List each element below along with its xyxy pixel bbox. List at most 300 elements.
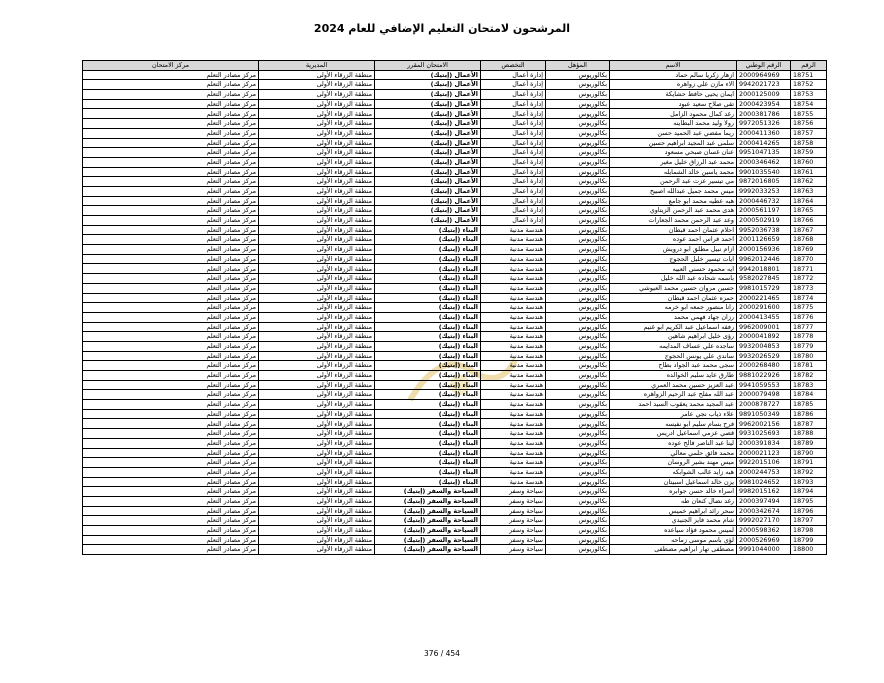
cell-name: هدى محمد عبد الرحمن الزيتاوي bbox=[610, 206, 737, 216]
cell-qualification: بكالوريوس bbox=[546, 380, 610, 390]
cell-num: 18782 bbox=[791, 371, 827, 381]
cell-exam: البناء (إبتيك) bbox=[375, 322, 481, 332]
cell-exam: البناء (إبتيك) bbox=[375, 254, 481, 264]
cell-directorate: منطقة الزرقاء الأولى bbox=[259, 80, 375, 90]
cell-center: مركز مصادر التعلم bbox=[83, 535, 259, 545]
table-row bbox=[83, 99, 827, 109]
cell-name: لميس محمود فؤاد سياعده bbox=[610, 526, 737, 536]
table-row bbox=[83, 167, 827, 177]
cell-specialization: هندسة مدنية bbox=[481, 322, 546, 332]
cell-directorate: منطقة الزرقاء الأولى bbox=[259, 409, 375, 419]
cell-exam: السياحة والسفر (إبتيك) bbox=[375, 535, 481, 545]
cell-center: مركز مصادر التعلم bbox=[83, 235, 259, 245]
cell-exam: البناء (إبتيك) bbox=[375, 283, 481, 293]
cell-qualification: بكالوريوس bbox=[546, 264, 610, 274]
table-row bbox=[83, 516, 827, 526]
cell-name: وعد عبد الرحمن محمد الجعارات bbox=[610, 216, 737, 226]
cell-exam: الأعمال (إبتيك) bbox=[375, 196, 481, 206]
cell-center: مركز مصادر التعلم bbox=[83, 438, 259, 448]
cell-qualification: بكالوريوس bbox=[546, 128, 610, 138]
cell-directorate: منطقة الزرقاء الأولى bbox=[259, 90, 375, 100]
table-row bbox=[83, 206, 827, 216]
table-row bbox=[83, 438, 827, 448]
cell-center: مركز مصادر التعلم bbox=[83, 516, 259, 526]
cell-name: محمد عبد الرزاق خليل مغير bbox=[610, 157, 737, 167]
cell-name: رفقه اسماعيل عبد الكريم ابو غنيم bbox=[610, 322, 737, 332]
cell-specialization: هندسة مدنية bbox=[481, 274, 546, 284]
cell-directorate: منطقة الزرقاء الأولى bbox=[259, 322, 375, 332]
cell-specialization: سياحة وسفر bbox=[481, 545, 546, 555]
cell-national-id: 2000598362 bbox=[737, 526, 791, 536]
cell-exam: البناء (إبتيك) bbox=[375, 341, 481, 351]
cell-name: محمد فائق حلمي معالي bbox=[610, 448, 737, 458]
cell-qualification: بكالوريوس bbox=[546, 177, 610, 187]
cell-national-id: 9992027170 bbox=[737, 516, 791, 526]
cell-num: 18767 bbox=[791, 225, 827, 235]
cell-qualification: بكالوريوس bbox=[546, 429, 610, 439]
cell-qualification: بكالوريوس bbox=[546, 293, 610, 303]
cell-name: ساجده علي عساف المدايمه bbox=[610, 341, 737, 351]
cell-center: مركز مصادر التعلم bbox=[83, 70, 259, 80]
cell-name: رؤى خليل ابراهيم شاهين bbox=[610, 332, 737, 342]
cell-directorate: منطقة الزرقاء الأولى bbox=[259, 283, 375, 293]
cell-num: 18756 bbox=[791, 119, 827, 129]
cell-specialization: إدارة أعمال bbox=[481, 128, 546, 138]
cell-center: مركز مصادر التعلم bbox=[83, 312, 259, 322]
cell-center: مركز مصادر التعلم bbox=[83, 341, 259, 351]
table-row bbox=[83, 274, 827, 284]
cell-exam: الأعمال (إبتيك) bbox=[375, 109, 481, 119]
cell-national-id: 9991044000 bbox=[737, 545, 791, 555]
cell-qualification: بكالوريوس bbox=[546, 448, 610, 458]
cell-specialization: إدارة أعمال bbox=[481, 90, 546, 100]
cell-national-id: 2000964969 bbox=[737, 70, 791, 80]
cell-directorate: منطقة الزرقاء الأولى bbox=[259, 545, 375, 555]
cell-center: مركز مصادر التعلم bbox=[83, 128, 259, 138]
cell-national-id: 2000346462 bbox=[737, 157, 791, 167]
cell-national-id: 9931025693 bbox=[737, 429, 791, 439]
cell-center: مركز مصادر التعلم bbox=[83, 526, 259, 536]
cell-num: 18773 bbox=[791, 283, 827, 293]
table-row bbox=[83, 545, 827, 555]
cell-center: مركز مصادر التعلم bbox=[83, 380, 259, 390]
cell-specialization: هندسة مدنية bbox=[481, 409, 546, 419]
table-row bbox=[83, 138, 827, 148]
cell-qualification: بكالوريوس bbox=[546, 409, 610, 419]
cell-specialization: سياحة وسفر bbox=[481, 506, 546, 516]
cell-exam: السياحة والسفر (إبتيك) bbox=[375, 506, 481, 516]
cell-directorate: منطقة الزرقاء الأولى bbox=[259, 225, 375, 235]
cell-specialization: هندسة مدنية bbox=[481, 458, 546, 468]
table-row bbox=[83, 90, 827, 100]
table-row bbox=[83, 264, 827, 274]
cell-name: ميس محمد جميل عبدالله اصبيح bbox=[610, 186, 737, 196]
cell-qualification: بكالوريوس bbox=[546, 361, 610, 371]
cell-specialization: إدارة أعمال bbox=[481, 148, 546, 158]
cell-exam: الأعمال (إبتيك) bbox=[375, 138, 481, 148]
cell-name: رغد كمال محمود الزامل bbox=[610, 109, 737, 119]
cell-national-id: 2000414265 bbox=[737, 138, 791, 148]
cell-national-id: 2000244753 bbox=[737, 467, 791, 477]
cell-qualification: بكالوريوس bbox=[546, 254, 610, 264]
cell-center: مركز مصادر التعلم bbox=[83, 274, 259, 284]
cell-center: مركز مصادر التعلم bbox=[83, 80, 259, 90]
cell-center: مركز مصادر التعلم bbox=[83, 332, 259, 342]
cell-national-id: 9922015106 bbox=[737, 458, 791, 468]
cell-qualification: بكالوريوس bbox=[546, 496, 610, 506]
table-row bbox=[83, 361, 827, 371]
cell-center: مركز مصادر التعلم bbox=[83, 400, 259, 410]
cell-name: احلام عثمان احمد قبطان bbox=[610, 225, 737, 235]
cell-specialization: هندسة مدنية bbox=[481, 254, 546, 264]
cell-num: 18759 bbox=[791, 148, 827, 158]
cell-directorate: منطقة الزرقاء الأولى bbox=[259, 254, 375, 264]
cell-num: 18797 bbox=[791, 516, 827, 526]
table-row bbox=[83, 458, 827, 468]
cell-exam: البناء (إبتيك) bbox=[375, 419, 481, 429]
cell-qualification: بكالوريوس bbox=[546, 332, 610, 342]
cell-name: لينا عبد الناصر فالح عوده bbox=[610, 438, 737, 448]
cell-num: 18771 bbox=[791, 264, 827, 274]
cell-exam: البناء (إبتيك) bbox=[375, 438, 481, 448]
cell-num: 18755 bbox=[791, 109, 827, 119]
cell-exam: البناء (إبتيك) bbox=[375, 467, 481, 477]
cell-name: احمد فراس احمد عوده bbox=[610, 235, 737, 245]
cell-qualification: بكالوريوس bbox=[546, 303, 610, 313]
cell-num: 18794 bbox=[791, 487, 827, 497]
header-directorate: المديرية bbox=[259, 61, 375, 71]
cell-center: مركز مصادر التعلم bbox=[83, 254, 259, 264]
cell-num: 18775 bbox=[791, 303, 827, 313]
cell-num: 18784 bbox=[791, 390, 827, 400]
cell-center: مركز مصادر التعلم bbox=[83, 264, 259, 274]
cell-specialization: إدارة أعمال bbox=[481, 186, 546, 196]
cell-specialization: هندسة مدنية bbox=[481, 341, 546, 351]
table-row bbox=[83, 119, 827, 129]
cell-directorate: منطقة الزرقاء الأولى bbox=[259, 119, 375, 129]
cell-specialization: هندسة مدنية bbox=[481, 332, 546, 342]
cell-exam: البناء (إبتيك) bbox=[375, 293, 481, 303]
cell-directorate: منطقة الزرقاء الأولى bbox=[259, 496, 375, 506]
table-row bbox=[83, 186, 827, 196]
cell-num: 18789 bbox=[791, 438, 827, 448]
cell-national-id: 2000411360 bbox=[737, 128, 791, 138]
cell-exam: البناء (إبتيك) bbox=[375, 264, 481, 274]
cell-center: مركز مصادر التعلم bbox=[83, 293, 259, 303]
cell-national-id: 9982015162 bbox=[737, 487, 791, 497]
cell-exam: الأعمال (إبتيك) bbox=[375, 128, 481, 138]
cell-specialization: سياحة وسفر bbox=[481, 487, 546, 497]
cell-qualification: بكالوريوس bbox=[546, 167, 610, 177]
header-national-id: الرقم الوطني bbox=[737, 61, 791, 71]
cell-specialization: هندسة مدنية bbox=[481, 283, 546, 293]
cell-specialization: هندسة مدنية bbox=[481, 235, 546, 245]
cell-exam: البناء (إبتيك) bbox=[375, 477, 481, 487]
cell-directorate: منطقة الزرقاء الأولى bbox=[259, 138, 375, 148]
table-row bbox=[83, 70, 827, 80]
cell-national-id: 9981015729 bbox=[737, 283, 791, 293]
cell-num: 18758 bbox=[791, 138, 827, 148]
cell-qualification: بكالوريوس bbox=[546, 283, 610, 293]
cell-national-id: 2000502919 bbox=[737, 216, 791, 226]
cell-qualification: بكالوريوس bbox=[546, 109, 610, 119]
cell-directorate: منطقة الزرقاء الأولى bbox=[259, 274, 375, 284]
cell-directorate: منطقة الزرقاء الأولى bbox=[259, 477, 375, 487]
cell-name: رانا منصور جمعه ابو خرمه bbox=[610, 303, 737, 313]
cell-national-id: 2000561197 bbox=[737, 206, 791, 216]
cell-specialization: هندسة مدنية bbox=[481, 312, 546, 322]
cell-directorate: منطقة الزرقاء الأولى bbox=[259, 390, 375, 400]
cell-qualification: بكالوريوس bbox=[546, 526, 610, 536]
cell-num: 18772 bbox=[791, 274, 827, 284]
cell-name: يزن خالد اسماعيل اسبيتان bbox=[610, 477, 737, 487]
table-row bbox=[83, 341, 827, 351]
cell-national-id: 9891050349 bbox=[737, 409, 791, 419]
cell-qualification: بكالوريوس bbox=[546, 274, 610, 284]
cell-exam: الأعمال (إبتيك) bbox=[375, 206, 481, 216]
cell-qualification: بكالوريوس bbox=[546, 390, 610, 400]
cell-specialization: سياحة وسفر bbox=[481, 516, 546, 526]
cell-num: 18774 bbox=[791, 293, 827, 303]
table-header-row bbox=[83, 61, 827, 71]
cell-exam: البناء (إبتيك) bbox=[375, 380, 481, 390]
table-row bbox=[83, 429, 827, 439]
cell-specialization: هندسة مدنية bbox=[481, 225, 546, 235]
cell-national-id: 2000021123 bbox=[737, 448, 791, 458]
cell-national-id: 2000397494 bbox=[737, 496, 791, 506]
table-row bbox=[83, 448, 827, 458]
table-row bbox=[83, 390, 827, 400]
cell-exam: الأعمال (إبتيك) bbox=[375, 148, 481, 158]
cell-exam: البناء (إبتيك) bbox=[375, 448, 481, 458]
table-row bbox=[83, 332, 827, 342]
cell-directorate: منطقة الزرقاء الأولى bbox=[259, 526, 375, 536]
cell-national-id: 2000268480 bbox=[737, 361, 791, 371]
cell-qualification: بكالوريوس bbox=[546, 157, 610, 167]
cell-national-id: 9952036738 bbox=[737, 225, 791, 235]
cell-national-id: 9941059553 bbox=[737, 380, 791, 390]
header-name: الاسم bbox=[610, 61, 737, 71]
table-row bbox=[83, 216, 827, 226]
cell-center: مركز مصادر التعلم bbox=[83, 196, 259, 206]
cell-center: مركز مصادر التعلم bbox=[83, 371, 259, 381]
cell-num: 18791 bbox=[791, 458, 827, 468]
cell-name: رغد نضال كنعان طه bbox=[610, 496, 737, 506]
table-row bbox=[83, 177, 827, 187]
cell-exam: البناء (إبتيك) bbox=[375, 371, 481, 381]
cell-qualification: بكالوريوس bbox=[546, 119, 610, 129]
cell-specialization: إدارة أعمال bbox=[481, 216, 546, 226]
cell-national-id: 9942021723 bbox=[737, 80, 791, 90]
cell-qualification: بكالوريوس bbox=[546, 535, 610, 545]
cell-num: 18762 bbox=[791, 177, 827, 187]
cell-center: مركز مصادر التعلم bbox=[83, 467, 259, 477]
cell-num: 18793 bbox=[791, 477, 827, 487]
cell-exam: البناء (إبتيك) bbox=[375, 332, 481, 342]
cell-center: مركز مصادر التعلم bbox=[83, 148, 259, 158]
cell-national-id: 2000079498 bbox=[737, 390, 791, 400]
table-row bbox=[83, 157, 827, 167]
cell-center: مركز مصادر التعلم bbox=[83, 157, 259, 167]
cell-exam: السياحة والسفر (إبتيك) bbox=[375, 516, 481, 526]
cell-qualification: بكالوريوس bbox=[546, 186, 610, 196]
table-row bbox=[83, 148, 827, 158]
cell-exam: البناء (إبتيك) bbox=[375, 400, 481, 410]
cell-name: محمد ياسين خالد الشمايله bbox=[610, 167, 737, 177]
cell-center: مركز مصادر التعلم bbox=[83, 186, 259, 196]
cell-name: ايمان يحيى حافظ حشايكة bbox=[610, 90, 737, 100]
cell-directorate: منطقة الزرقاء الأولى bbox=[259, 458, 375, 468]
cell-num: 18781 bbox=[791, 361, 827, 371]
cell-center: مركز مصادر التعلم bbox=[83, 477, 259, 487]
cell-center: مركز مصادر التعلم bbox=[83, 361, 259, 371]
cell-center: مركز مصادر التعلم bbox=[83, 496, 259, 506]
cell-specialization: إدارة أعمال bbox=[481, 157, 546, 167]
cell-center: مركز مصادر التعلم bbox=[83, 409, 259, 419]
cell-national-id: 9881022926 bbox=[737, 371, 791, 381]
cell-national-id: 9972051326 bbox=[737, 119, 791, 129]
cell-directorate: منطقة الزرقاء الأولى bbox=[259, 332, 375, 342]
cell-center: مركز مصادر التعلم bbox=[83, 167, 259, 177]
cell-exam: البناء (إبتيك) bbox=[375, 235, 481, 245]
table-row bbox=[83, 254, 827, 264]
cell-center: مركز مصادر التعلم bbox=[83, 487, 259, 497]
cell-name: ازهار زكريا سالم حماد bbox=[610, 70, 737, 80]
cell-num: 18769 bbox=[791, 245, 827, 255]
cell-national-id: 2000342674 bbox=[737, 506, 791, 516]
cell-num: 18766 bbox=[791, 216, 827, 226]
cell-center: مركز مصادر التعلم bbox=[83, 351, 259, 361]
cell-exam: البناء (إبتيك) bbox=[375, 361, 481, 371]
cell-num: 18757 bbox=[791, 128, 827, 138]
cell-qualification: بكالوريوس bbox=[546, 70, 610, 80]
cell-national-id: 9582027845 bbox=[737, 274, 791, 284]
cell-num: 18763 bbox=[791, 186, 827, 196]
table-row bbox=[83, 477, 827, 487]
cell-num: 18764 bbox=[791, 196, 827, 206]
header-exam: الامتحان المقرر bbox=[375, 61, 481, 71]
cell-qualification: بكالوريوس bbox=[546, 341, 610, 351]
cell-num: 18788 bbox=[791, 429, 827, 439]
page-title: المرشحون لامتحان التعليم الإضافي للعام 2024 bbox=[313, 22, 571, 35]
cell-name: سجى محمد عبد الجواد بطاح bbox=[610, 361, 737, 371]
table-row bbox=[83, 526, 827, 536]
cell-center: مركز مصادر التعلم bbox=[83, 545, 259, 555]
cell-qualification: بكالوريوس bbox=[546, 438, 610, 448]
cell-num: 18798 bbox=[791, 526, 827, 536]
cell-directorate: منطقة الزرقاء الأولى bbox=[259, 186, 375, 196]
cell-exam: البناء (إبتيك) bbox=[375, 274, 481, 284]
cell-qualification: بكالوريوس bbox=[546, 206, 610, 216]
table-row bbox=[83, 351, 827, 361]
cell-exam: الأعمال (إبتيك) bbox=[375, 90, 481, 100]
cell-num: 18752 bbox=[791, 80, 827, 90]
cell-num: 18786 bbox=[791, 409, 827, 419]
cell-exam: البناء (إبتيك) bbox=[375, 225, 481, 235]
cell-exam: البناء (إبتيك) bbox=[375, 458, 481, 468]
cell-national-id: 9932026529 bbox=[737, 351, 791, 361]
cell-specialization: هندسة مدنية bbox=[481, 293, 546, 303]
cell-num: 18785 bbox=[791, 400, 827, 410]
cell-qualification: بكالوريوس bbox=[546, 235, 610, 245]
cell-directorate: منطقة الزرقاء الأولى bbox=[259, 438, 375, 448]
cell-name: اسراء خالد حسن جوابره bbox=[610, 487, 737, 497]
cell-national-id: 2000413455 bbox=[737, 312, 791, 322]
cell-num: 18753 bbox=[791, 90, 827, 100]
cell-name: سحر رائد ابراهيم خميس bbox=[610, 506, 737, 516]
cell-directorate: منطقة الزرقاء الأولى bbox=[259, 351, 375, 361]
cell-num: 18780 bbox=[791, 351, 827, 361]
cell-specialization: هندسة مدنية bbox=[481, 448, 546, 458]
cell-specialization: هندسة مدنية bbox=[481, 371, 546, 381]
cell-exam: الأعمال (إبتيك) bbox=[375, 186, 481, 196]
cell-specialization: هندسة مدنية bbox=[481, 380, 546, 390]
cell-exam: البناء (إبتيك) bbox=[375, 312, 481, 322]
cell-national-id: 2000878727 bbox=[737, 400, 791, 410]
cell-national-id: 9962009001 bbox=[737, 322, 791, 332]
cell-directorate: منطقة الزرقاء الأولى bbox=[259, 216, 375, 226]
cell-specialization: هندسة مدنية bbox=[481, 351, 546, 361]
cell-num: 18792 bbox=[791, 467, 827, 477]
cell-directorate: منطقة الزرقاء الأولى bbox=[259, 303, 375, 313]
cell-directorate: منطقة الزرقاء الأولى bbox=[259, 487, 375, 497]
cell-directorate: منطقة الزرقاء الأولى bbox=[259, 264, 375, 274]
cell-center: مركز مصادر التعلم bbox=[83, 216, 259, 226]
cell-name: مي تيسير عزت عبد الرحمن bbox=[610, 177, 737, 187]
cell-specialization: هندسة مدنية bbox=[481, 477, 546, 487]
cell-directorate: منطقة الزرقاء الأولى bbox=[259, 448, 375, 458]
cell-directorate: منطقة الزرقاء الأولى bbox=[259, 516, 375, 526]
cell-directorate: منطقة الزرقاء الأولى bbox=[259, 361, 375, 371]
cell-name: باسمه شحاده عبد الله خليل bbox=[610, 274, 737, 284]
cell-center: مركز مصادر التعلم bbox=[83, 419, 259, 429]
cell-national-id: 9981024652 bbox=[737, 477, 791, 487]
cell-qualification: بكالوريوس bbox=[546, 371, 610, 381]
cell-directorate: منطقة الزرقاء الأولى bbox=[259, 99, 375, 109]
cell-national-id: 2000446732 bbox=[737, 196, 791, 206]
cell-name: حمزه عثمان احمد قبطان bbox=[610, 293, 737, 303]
cell-directorate: منطقة الزرقاء الأولى bbox=[259, 167, 375, 177]
cell-num: 18779 bbox=[791, 341, 827, 351]
table-row bbox=[83, 419, 827, 429]
cell-num: 18760 bbox=[791, 157, 827, 167]
cell-specialization: إدارة أعمال bbox=[481, 206, 546, 216]
cell-qualification: بكالوريوس bbox=[546, 216, 610, 226]
cell-qualification: بكالوريوس bbox=[546, 400, 610, 410]
cell-center: مركز مصادر التعلم bbox=[83, 506, 259, 516]
cell-national-id: 2001126659 bbox=[737, 235, 791, 245]
cell-qualification: بكالوريوس bbox=[546, 545, 610, 555]
cell-center: مركز مصادر التعلم bbox=[83, 225, 259, 235]
table-row bbox=[83, 245, 827, 255]
cell-specialization: سياحة وسفر bbox=[481, 496, 546, 506]
cell-exam: البناء (إبتيك) bbox=[375, 409, 481, 419]
cell-national-id: 9932004853 bbox=[737, 341, 791, 351]
cell-exam: البناء (إبتيك) bbox=[375, 429, 481, 439]
cell-num: 18790 bbox=[791, 448, 827, 458]
cell-center: مركز مصادر التعلم bbox=[83, 138, 259, 148]
cell-national-id: 2000423954 bbox=[737, 99, 791, 109]
cell-exam: السياحة والسفر (إبتيك) bbox=[375, 496, 481, 506]
cell-directorate: منطقة الزرقاء الأولى bbox=[259, 419, 375, 429]
cell-name: رزان جهاد فهمي محمد bbox=[610, 312, 737, 322]
cell-national-id: 9951047135 bbox=[737, 148, 791, 158]
cell-national-id: 2000221465 bbox=[737, 293, 791, 303]
cell-specialization: هندسة مدنية bbox=[481, 419, 546, 429]
cell-directorate: منطقة الزرقاء الأولى bbox=[259, 235, 375, 245]
cell-center: مركز مصادر التعلم bbox=[83, 390, 259, 400]
cell-exam: الأعمال (إبتيك) bbox=[375, 80, 481, 90]
